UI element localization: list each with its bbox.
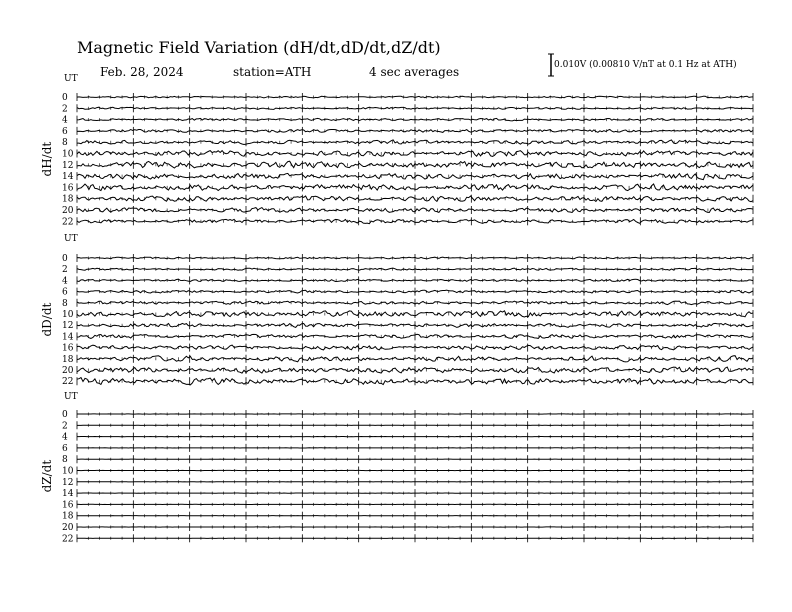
hour-label: 4 [62, 115, 68, 126]
hour-label: 8 [62, 298, 68, 309]
hour-label: 10 [62, 310, 74, 320]
hour-label: 2 [62, 265, 68, 276]
hour-label: 8 [62, 455, 68, 466]
hour-label: 14 [62, 332, 74, 343]
hour-label: 10 [62, 149, 74, 160]
hour-label: 2 [62, 421, 68, 432]
panel-ylabel: dZ/dt [40, 459, 54, 493]
hour-label: 22 [62, 217, 74, 228]
hour-label: 2 [62, 104, 68, 115]
hour-label: 4 [62, 276, 68, 287]
hour-label: 14 [62, 172, 74, 183]
hour-label: 12 [62, 321, 74, 332]
averaging-label: 4 sec averages [369, 65, 460, 79]
hour-label: 6 [62, 443, 68, 454]
hour-label: 4 [62, 432, 68, 443]
hour-label: 6 [62, 126, 68, 137]
hour-label: 18 [62, 511, 74, 522]
hour-label: 12 [62, 160, 74, 171]
hour-label: 16 [62, 343, 74, 354]
ut-label: UT [64, 392, 78, 402]
panel-ylabel: dD/dt [40, 302, 54, 337]
panel-ylabel: dH/dt [40, 141, 54, 177]
station-label: station=ATH [233, 65, 312, 79]
hour-label: 6 [62, 287, 68, 298]
hour-label: 10 [62, 466, 74, 477]
hour-label: 0 [62, 254, 68, 264]
scale-label: 0.010V (0.00810 V/nT at 0.1 Hz at ATH) [554, 60, 737, 70]
hour-label: 18 [62, 354, 74, 365]
hour-label: 20 [62, 523, 74, 533]
hour-label: 0 [62, 93, 68, 103]
hour-label: 14 [62, 489, 74, 500]
hour-label: 16 [62, 183, 74, 194]
hour-label: 20 [62, 206, 74, 216]
date-label: Feb. 28, 2024 [100, 65, 184, 79]
chart-title: Magnetic Field Variation (dH/dt,dD/dt,dZ/dt) [77, 38, 441, 57]
hour-label: 22 [62, 377, 74, 388]
hour-label: 8 [62, 138, 68, 149]
hour-label: 18 [62, 194, 74, 205]
ut-label: UT [64, 74, 78, 84]
hour-label: 12 [62, 477, 74, 488]
hour-label: 16 [62, 500, 74, 511]
ut-label: UT [64, 234, 78, 244]
hour-label: 0 [62, 410, 68, 420]
hour-label: 22 [62, 534, 74, 545]
hour-label: 20 [62, 366, 74, 376]
